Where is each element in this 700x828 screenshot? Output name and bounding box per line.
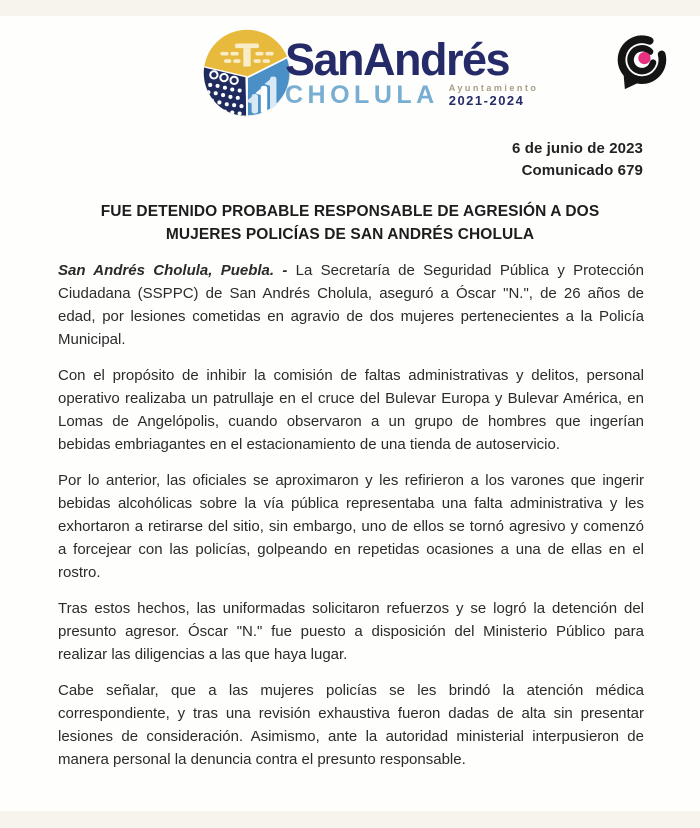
headline: FUE DETENIDO PROBABLE RESPONSABLE DE AGRESIÓN A DOS MUJERES POLICÍAS DE SAN ANDRÉS CHOLULA xyxy=(100,203,600,243)
article-body xyxy=(58,259,644,784)
dateline: San Andrés Cholula, Puebla. - xyxy=(58,262,288,279)
top-margin-band xyxy=(0,0,700,16)
press-outlet-logo-icon xyxy=(611,30,673,96)
release-meta xyxy=(512,138,643,182)
article-paragraph-1 xyxy=(58,259,644,351)
brand-title: SanAndrés xyxy=(285,34,510,85)
article-paragraph-4: Tras estos hechos, las uniformadas solicitaron refuerzos y se logró la detención del presunto agresor. Óscar "N." fue puesto a disposición del Ministerio Público para realizar las diligencias a las que haya lugar. xyxy=(58,600,644,663)
san-andres-emblem-icon xyxy=(201,27,293,119)
term-label: 2021-2024 xyxy=(448,92,525,108)
release-date: 6 de junio de 2023 xyxy=(511,140,643,157)
paragraph-1-text: La Secretaría de Seguridad Pública y Protección Ciudadana (SSPPC) de San Andrés Cholula, aseguró a Óscar "N.", de 26 años de edad, por lesiones cometidas en agravio de dos mujeres pertenecientes a la Policía Municipal. xyxy=(58,262,644,348)
release-number: Comunicado 679 xyxy=(521,162,643,179)
bottom-margin-band xyxy=(0,811,700,828)
article-paragraph-2: Con el propósito de inhibir la comisión de faltas administrativas y delitos, personal operativo realizaba un patrullaje en el cruce del Bulevar Europa y Bulevar América, en Lomas de Angelópolis, cuando observaron a un grupo de hombres que ingerían bebidas embriagantes en el estacionamiento de una tienda de autoservicio. xyxy=(58,367,644,453)
brand-subtitle: CHOLULA xyxy=(285,81,439,110)
brand-text xyxy=(285,27,538,108)
ayuntamiento-label: Ayuntamiento xyxy=(448,83,539,93)
ayuntamiento-block xyxy=(449,83,539,108)
article-paragraph-3: Por lo anterior, las oficiales se aproximaron y les refirieron a los varones que ingerir bebidas alcohólicas sobre la vía pública representaba una falta administrativa y les exhortaron a retirarse del sitio, sin embargo, uno de ellos se tornó agresivo y comenzó a forcejear con las policías, golpeando en repetidas ocasiones a una de ellas en el rostro. xyxy=(58,472,644,581)
municipal-logo xyxy=(201,27,538,119)
article-paragraph-5: Cabe señalar, que a las mujeres policías se les brindó la atención médica correspondiente, y tras una revisión exhaustiva fueron dadas de alta sin presentar lesiones de consideración. Asimismo, ante la autoridad ministerial interpusieron de manera personal la denuncia contra el presunto responsable. xyxy=(58,682,644,768)
